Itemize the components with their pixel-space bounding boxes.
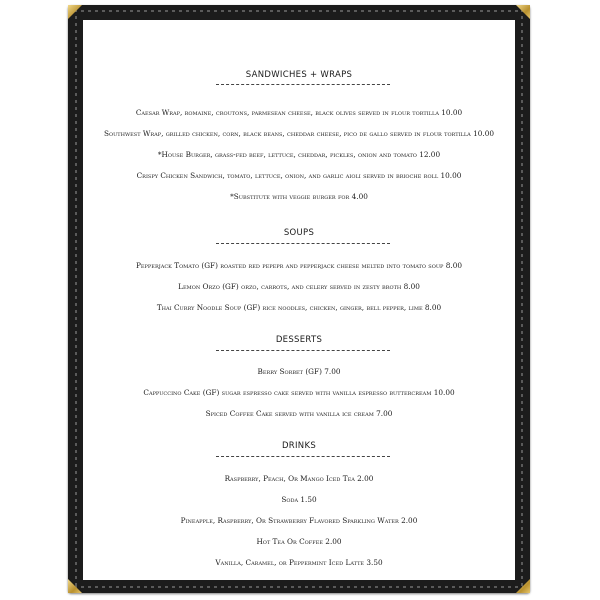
bottom-stitching: [74, 586, 524, 588]
menu-item: Hot Tea Or Coffee 2.00: [256, 537, 342, 546]
section-title-soups: SOUPS: [283, 228, 315, 238]
menu-item: *House Burger, grass-fed beef, lettuce, cheddar, pickles, onion and tomato 12.00: [157, 150, 441, 159]
menu-item: Southwest Wrap, grilled chicken, corn, black beans, cheddar cheese, pico de gallo served in flour tortilla 10.00: [103, 129, 495, 138]
section-title-sandwiches: SANDWICHES + WRAPS: [245, 70, 353, 80]
menu-page: [83, 20, 515, 580]
menu-item: Vanilla, Caramel, or Peppermint Iced Latte 3.50: [215, 558, 383, 567]
menu-item: Pineapple, Raspberry, Or Strawberry Flavored Sparkling Water 2.00: [180, 516, 418, 525]
menu-item: Cappuccino Cake (GF) sugar espresso cake served with vanilla espresso buttercream 10.00: [143, 388, 455, 397]
menu-content: [83, 20, 515, 580]
menu-item: Pepperjack Tomato (GF) roasted red pepepr and pepperjack cheese melted into tomato soup 8.00: [136, 261, 462, 270]
menu-item: Caesar Wrap, romaine, croutons, parmesean cheese, black olives served in flour tortilla 10.00: [135, 108, 463, 117]
menu-item: Thai Curry Noodle Soup (GF) rice noodles, chicken, ginger, bell pepper, lime 8.00: [156, 303, 442, 312]
section-divider: [216, 456, 390, 457]
menu-item: Crispy Chicken Sandwich, tomato, lettuce, onion, and garlic aioli served in brioche roll 10.00: [136, 171, 462, 180]
menu-item: Lemon Orzo (GF) orzo, carrots, and celery served in zesty broth 8.00: [178, 282, 420, 291]
top-right-corner-icon: [516, 5, 530, 19]
menu-item: *Substitute with veggie burger for 4.00: [230, 192, 368, 201]
top-stitching: [74, 10, 524, 12]
section-title-drinks: DRINKS: [281, 441, 317, 451]
section-title-desserts: DESSERTS: [275, 335, 323, 345]
menu-item: Berry Sorbet (GF) 7.00: [257, 367, 341, 376]
left-stitching: [75, 9, 77, 589]
menu-item: Spiced Coffee Cake served with vanilla ice cream 7.00: [205, 409, 393, 418]
menu-item: Soda 1.50: [281, 495, 317, 504]
section-divider: [216, 84, 390, 85]
section-divider: [216, 243, 390, 244]
right-stitching: [521, 9, 523, 589]
section-divider: [216, 350, 390, 351]
menu-item: Raspberry, Peach, Or Mango Iced Tea 2.00: [224, 474, 374, 483]
